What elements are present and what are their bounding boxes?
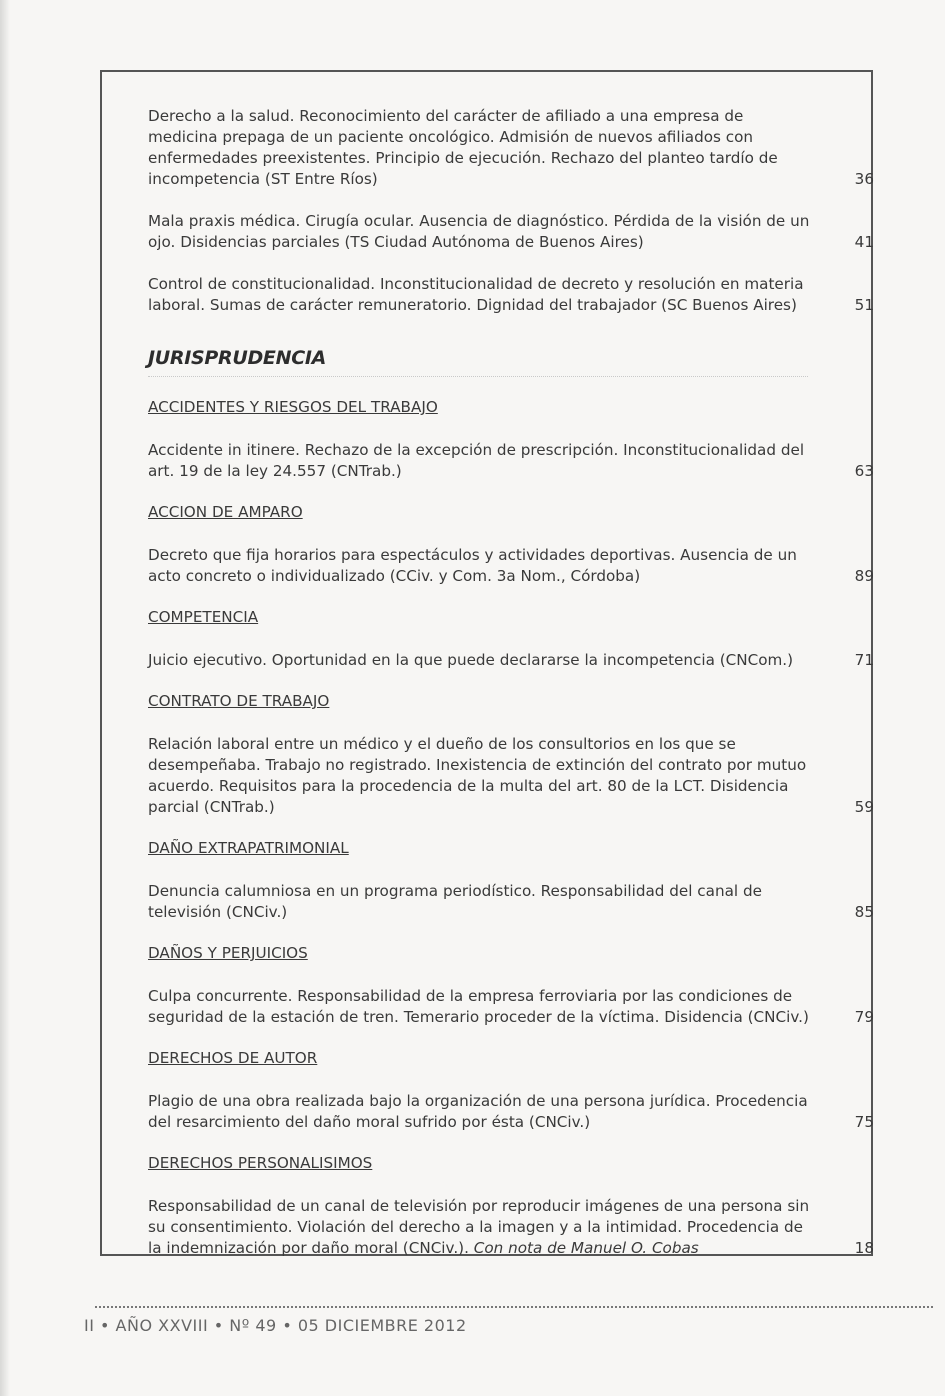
- entry-text-body: Responsabilidad de un canal de televisión por reproducir imágenes de una persona sin su consentimiento. Violación del derecho a la imagen y a la intimidad. Procedencia de la indemnización por daño moral (CNCiv.).: [148, 1197, 810, 1257]
- index-content: [148, 106, 878, 1259]
- category-heading: ACCION DE AMPARO: [148, 503, 303, 521]
- index-entry: [148, 881, 878, 923]
- category-derechos-personalisimos: [148, 1153, 878, 1259]
- page-edge-shadow: [0, 0, 10, 1396]
- category-heading: DERECHOS DE AUTOR: [148, 1049, 318, 1067]
- category-heading: DAÑO EXTRAPATRIMONIAL: [148, 839, 349, 857]
- entry-page-number: 89: [854, 567, 874, 585]
- index-entry: [148, 986, 878, 1028]
- category-accidentes: [148, 397, 878, 482]
- category-contrato: [148, 691, 878, 818]
- index-entry: [148, 1196, 878, 1259]
- index-entry: [148, 650, 878, 671]
- index-entry: [148, 274, 878, 316]
- category-heading: DAÑOS Y PERJUICIOS: [148, 944, 308, 962]
- entry-text: [148, 1196, 813, 1259]
- category-heading: CONTRATO DE TRABAJO: [148, 692, 330, 710]
- index-entry: [148, 734, 878, 818]
- entry-page-number: 75: [854, 1113, 874, 1131]
- entry-page-number: 18: [854, 1239, 874, 1257]
- entry-page-number: 79: [854, 1008, 874, 1026]
- category-heading: ACCIDENTES Y RIESGOS DEL TRABAJO: [148, 398, 438, 416]
- intro-entries: [148, 106, 878, 316]
- entry-page-number: 85: [854, 903, 874, 921]
- category-heading: DERECHOS PERSONALISIMOS: [148, 1154, 373, 1172]
- entry-note: Con nota de Manuel O. Cobas: [473, 1239, 699, 1257]
- index-entry: [148, 211, 878, 253]
- category-derechos-autor: [148, 1048, 878, 1133]
- footer-divider: [95, 1306, 933, 1308]
- entry-text: Denuncia calumniosa en un programa periodístico. Responsabilidad del canal de televisión (CNCiv.): [148, 882, 762, 921]
- category-amparo: [148, 502, 878, 587]
- entry-text: Mala praxis médica. Cirugía ocular. Ausencia de diagnóstico. Pérdida de la visión de un ojo. Disidencias parciales (TS Ciudad Autónoma de Buenos Aires): [148, 212, 810, 251]
- entry-text: Accidente in itinere. Rechazo de la excepción de prescripción. Inconstitucionalidad del art. 19 de la ley 24.557 (CNTrab.): [148, 441, 805, 480]
- entry-text: Culpa concurrente. Responsabilidad de la empresa ferroviaria por las condiciones de seguridad de la estación de tren. Temerario proceder de la víctima. Disidencia (CNCiv.): [148, 987, 809, 1026]
- entry-text: Control de constitucionalidad. Inconstitucionalidad de decreto y resolución en materia laboral. Sumas de carácter remuneratorio. Dignidad del trabajador (SC Buenos Aires): [148, 275, 804, 314]
- entry-page-number: 59: [854, 798, 874, 816]
- entry-text: Derecho a la salud. Reconocimiento del carácter de afiliado a una empresa de medicina prepaga de un paciente oncológico. Admisión de nuevos afiliados con enfermedades preexistentes. Principio de ejecución. Rechazo del planteo tardío de incompetencia (ST Entre Ríos): [148, 107, 778, 188]
- index-entry: [148, 545, 878, 587]
- index-entry: [148, 440, 878, 482]
- entry-text: Plagio de una obra realizada bajo la organización de una persona jurídica. Procedencia del resarcimiento del daño moral sufrido por ésta (CNCiv.): [148, 1092, 808, 1131]
- category-heading: COMPETENCIA: [148, 608, 259, 626]
- entry-page-number: 51: [854, 296, 874, 314]
- entry-page-number: 71: [854, 651, 874, 669]
- entry-text: Juicio ejecutivo. Oportunidad en la que puede declararse la incompetencia (CNCom.): [148, 651, 794, 669]
- section-title: JURISPRUDENCIA: [148, 347, 327, 369]
- section-divider: [148, 376, 808, 377]
- page-footer: II • AÑO XXVIII • Nº 49 • 05 DICIEMBRE 2012: [84, 1316, 467, 1335]
- category-dano-extrapatrimonial: [148, 838, 878, 923]
- index-entry: [148, 1091, 878, 1133]
- category-competencia: [148, 607, 878, 671]
- index-entry: [148, 106, 878, 190]
- entry-page-number: 41: [854, 233, 874, 251]
- entry-page-number: 36: [854, 170, 874, 188]
- entry-text: Relación laboral entre un médico y el dueño de los consultorios en los que se desempeñaba. Trabajo no registrado. Inexistencia de extinción del contrato por mutuo acuerdo. Requisitos para la procedencia de la multa del art. 80 de la LCT. Disidencia parcial (CNTrab.): [148, 735, 807, 816]
- entry-text: Decreto que fija horarios para espectáculos y actividades deportivas. Ausencia de un acto concreto o individualizado (CCiv. y Com. 3a Nom., Córdoba): [148, 546, 797, 585]
- entry-page-number: 63: [854, 462, 874, 480]
- category-danos-perjuicios: [148, 943, 878, 1028]
